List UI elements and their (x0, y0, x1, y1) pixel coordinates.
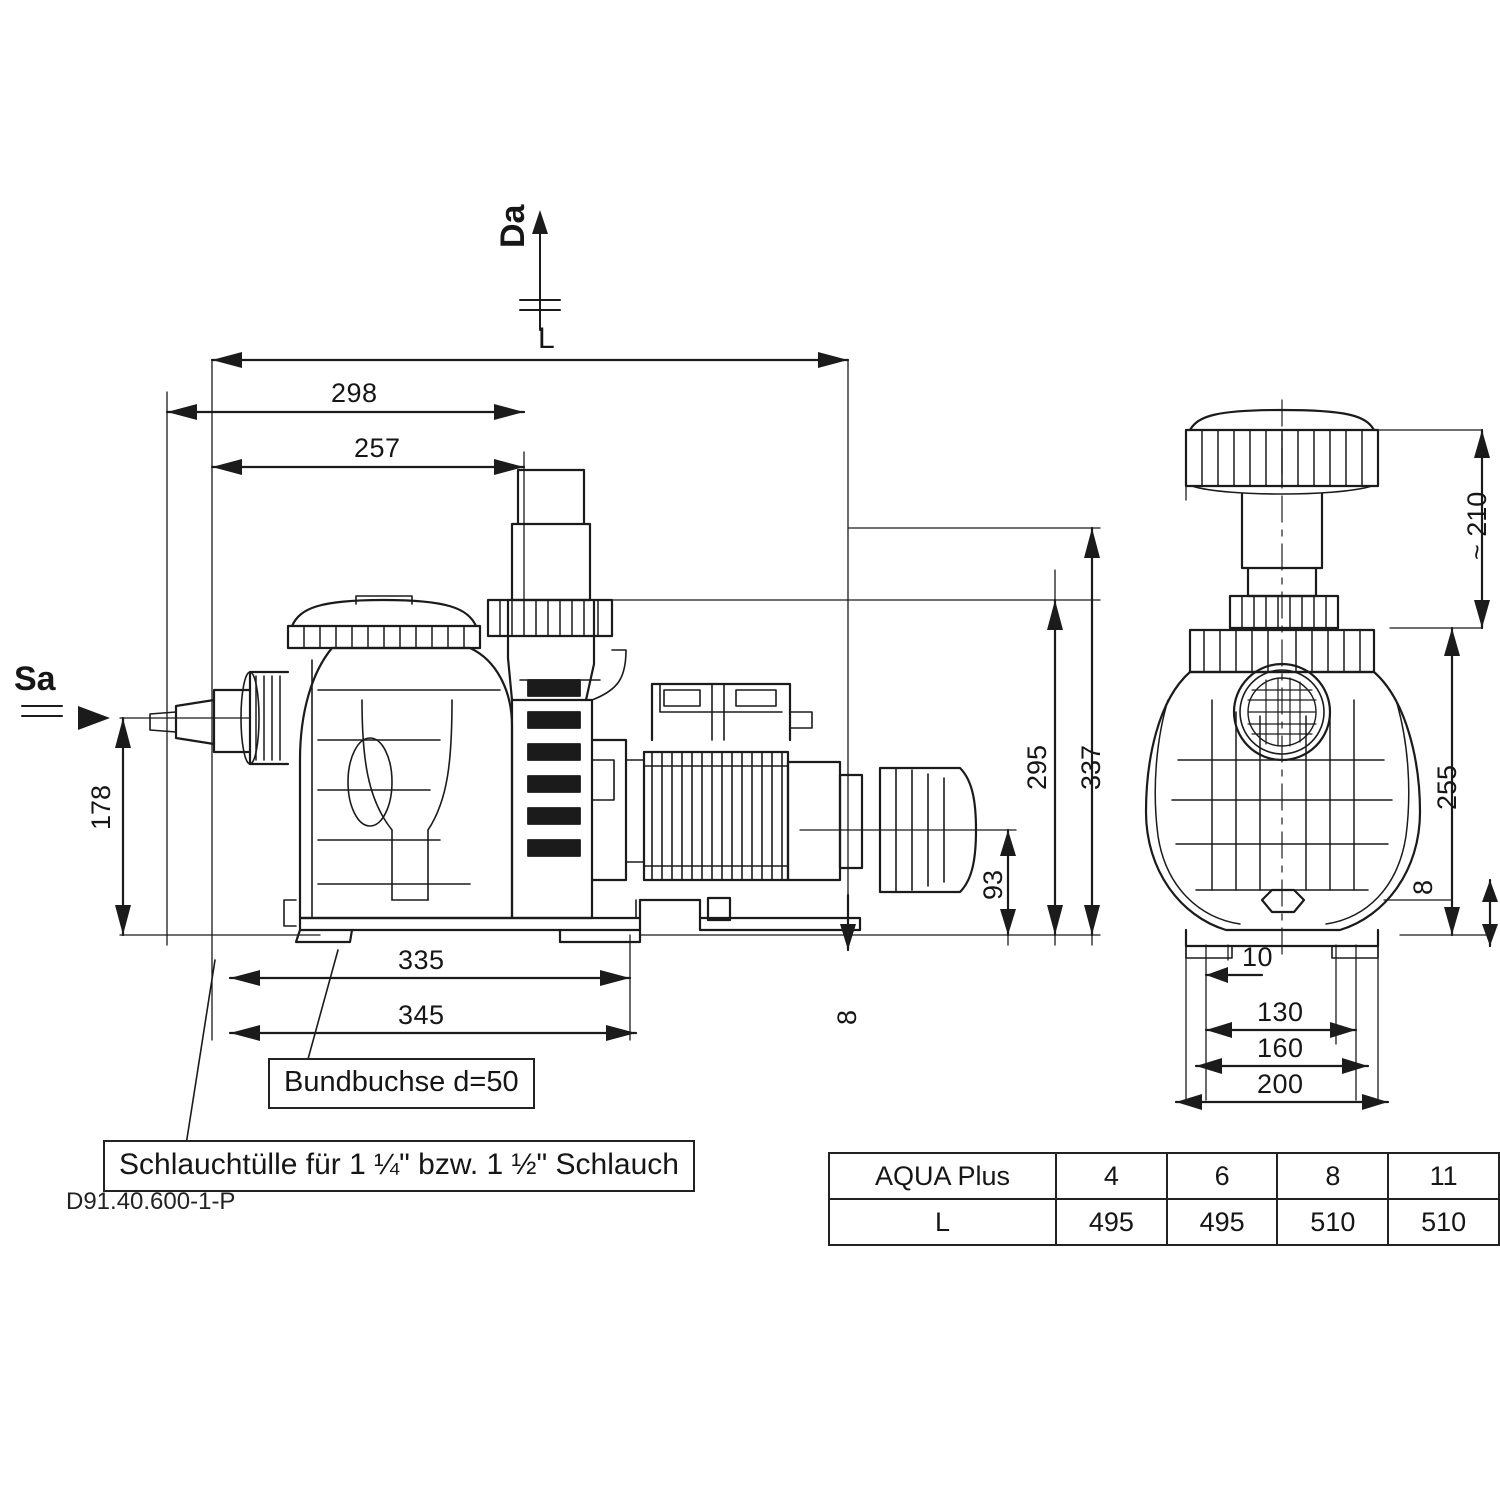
table-cell-model-3: 11 (1388, 1153, 1499, 1199)
dimension-10: 10 (1242, 942, 1274, 972)
dimension-295: 295 (1022, 744, 1052, 790)
table-cell-length-1: 495 (1167, 1199, 1278, 1245)
model-length-table (828, 1152, 1500, 1246)
table-cell-model-1: 6 (1167, 1153, 1278, 1199)
callout-bundbuchse: Bundbuchse d=50 (268, 1058, 535, 1109)
dimension-210: ~ 210 (1462, 491, 1492, 560)
table-cell-length-2: 510 (1277, 1199, 1388, 1245)
dimension-93: 93 (978, 869, 1008, 900)
callout-schlauchtuelle: Schlauchtülle für 1 ¼" bzw. 1 ½" Schlauch (103, 1140, 695, 1192)
dimension-345: 345 (398, 1000, 445, 1030)
table-header-length: L (829, 1199, 1056, 1245)
dimension-335: 335 (398, 945, 445, 975)
overall-length-label: L (538, 322, 556, 355)
table-header-aqua-plus: AQUA Plus (829, 1153, 1056, 1199)
table-cell-model-2: 8 (1277, 1153, 1388, 1199)
dimension-337: 337 (1076, 744, 1106, 790)
dimension-178: 178 (86, 784, 116, 830)
table-row-lengths (829, 1199, 1499, 1245)
dimension-200: 200 (1257, 1069, 1304, 1099)
dimension-257: 257 (354, 433, 401, 463)
table-cell-length-0: 495 (1056, 1199, 1167, 1245)
dimension-8-front: 8 (1408, 879, 1438, 895)
dimension-130: 130 (1257, 997, 1304, 1027)
table-row-models (829, 1153, 1499, 1199)
table-cell-model-0: 4 (1056, 1153, 1167, 1199)
dimension-255: 255 (1432, 764, 1462, 810)
dimension-8-side: 8 (832, 1009, 862, 1025)
dimension-298: 298 (331, 378, 378, 408)
dimension-160: 160 (1257, 1033, 1304, 1063)
discharge-port-label (494, 205, 533, 248)
table-cell-length-3: 510 (1388, 1199, 1499, 1245)
document-id: D91.40.600-1-P (66, 1188, 236, 1215)
suction-port-label: Sa (14, 660, 56, 698)
discharge-port-text: Da (494, 204, 532, 248)
